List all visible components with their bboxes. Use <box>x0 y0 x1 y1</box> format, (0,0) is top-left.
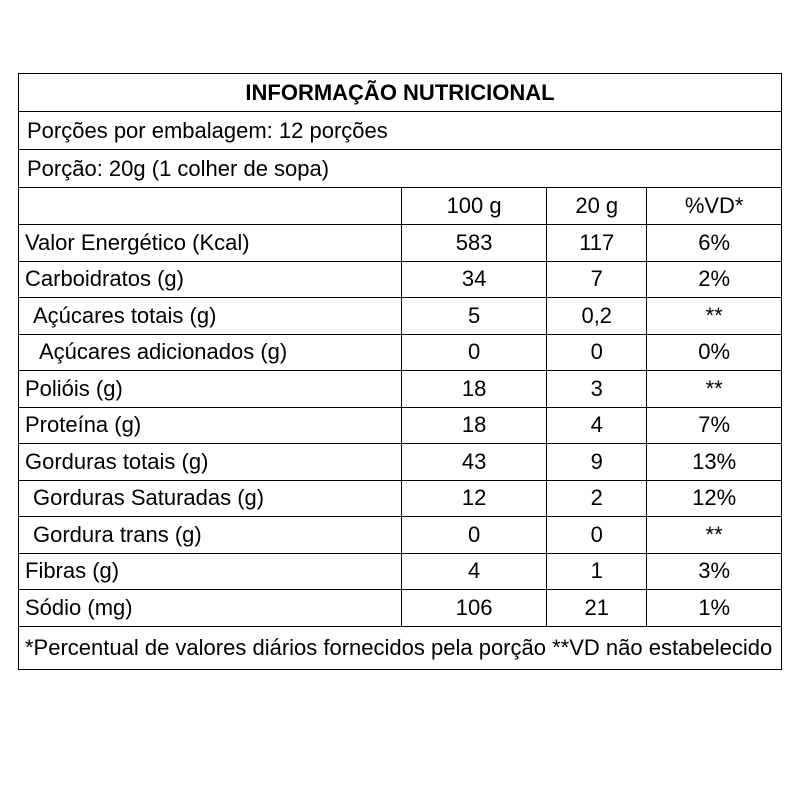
table-row <box>19 517 781 554</box>
nutrient-label: Gorduras Saturadas (g) <box>19 480 402 517</box>
table-header-row <box>19 188 781 225</box>
value-per-serving: 117 <box>547 225 647 262</box>
table-row <box>19 407 781 444</box>
value-per-100g: 4 <box>402 553 547 590</box>
value-per-serving: 21 <box>547 590 647 627</box>
table-row <box>19 261 781 298</box>
daily-value-percent: 13% <box>647 444 781 481</box>
daily-value-percent: 6% <box>647 225 781 262</box>
value-per-serving: 0 <box>547 334 647 371</box>
value-per-serving: 0,2 <box>547 298 647 335</box>
value-per-100g: 18 <box>402 407 547 444</box>
value-per-serving: 7 <box>547 261 647 298</box>
daily-value-percent: ** <box>647 371 781 408</box>
servings-per-package: Porções por embalagem: 12 porções <box>19 112 781 150</box>
value-per-serving: 9 <box>547 444 647 481</box>
nutrient-label: Polióis (g) <box>19 371 402 408</box>
table-row <box>19 334 781 371</box>
nutrient-label: Valor Energético (Kcal) <box>19 225 402 262</box>
table-row <box>19 225 781 262</box>
daily-value-percent: 3% <box>647 553 781 590</box>
value-per-100g: 106 <box>402 590 547 627</box>
nutrient-label: Gordura trans (g) <box>19 517 402 554</box>
nutrient-label: Sódio (mg) <box>19 590 402 627</box>
value-per-100g: 34 <box>402 261 547 298</box>
value-per-100g: 18 <box>402 371 547 408</box>
nutrient-label: Fibras (g) <box>19 553 402 590</box>
nutrient-label: Açúcares totais (g) <box>19 298 402 335</box>
daily-value-percent: 7% <box>647 407 781 444</box>
header-nutrient <box>19 188 402 225</box>
nutrition-table <box>19 188 781 627</box>
nutrient-label: Gorduras totais (g) <box>19 444 402 481</box>
header-per-100g: 100 g <box>402 188 547 225</box>
table-row <box>19 371 781 408</box>
value-per-serving: 3 <box>547 371 647 408</box>
footnote: *Percentual de valores diários fornecidos pela porção **VD não estabelecido <box>25 634 773 660</box>
value-per-100g: 583 <box>402 225 547 262</box>
daily-value-percent: ** <box>647 298 781 335</box>
value-per-100g: 0 <box>402 334 547 371</box>
table-row <box>19 444 781 481</box>
nutrition-facts-panel <box>18 73 782 670</box>
panel-title: INFORMAÇÃO NUTRICIONAL <box>19 74 781 112</box>
table-row <box>19 553 781 590</box>
nutrient-label: Proteína (g) <box>19 407 402 444</box>
value-per-serving: 1 <box>547 553 647 590</box>
value-per-100g: 0 <box>402 517 547 554</box>
value-per-serving: 2 <box>547 480 647 517</box>
value-per-100g: 43 <box>402 444 547 481</box>
serving-size: Porção: 20g (1 colher de sopa) <box>19 150 781 188</box>
daily-value-percent: 12% <box>647 480 781 517</box>
daily-value-percent: 2% <box>647 261 781 298</box>
header-daily-value: %VD* <box>647 188 781 225</box>
value-per-serving: 0 <box>547 517 647 554</box>
table-row <box>19 590 781 627</box>
table-row <box>19 480 781 517</box>
daily-value-percent: ** <box>647 517 781 554</box>
daily-value-percent: 0% <box>647 334 781 371</box>
nutrient-label: Açúcares adicionados (g) <box>19 334 402 371</box>
table-row <box>19 298 781 335</box>
nutrient-label: Carboidratos (g) <box>19 261 402 298</box>
header-per-serving: 20 g <box>547 188 647 225</box>
value-per-100g: 12 <box>402 480 547 517</box>
value-per-serving: 4 <box>547 407 647 444</box>
daily-value-percent: 1% <box>647 590 781 627</box>
value-per-100g: 5 <box>402 298 547 335</box>
